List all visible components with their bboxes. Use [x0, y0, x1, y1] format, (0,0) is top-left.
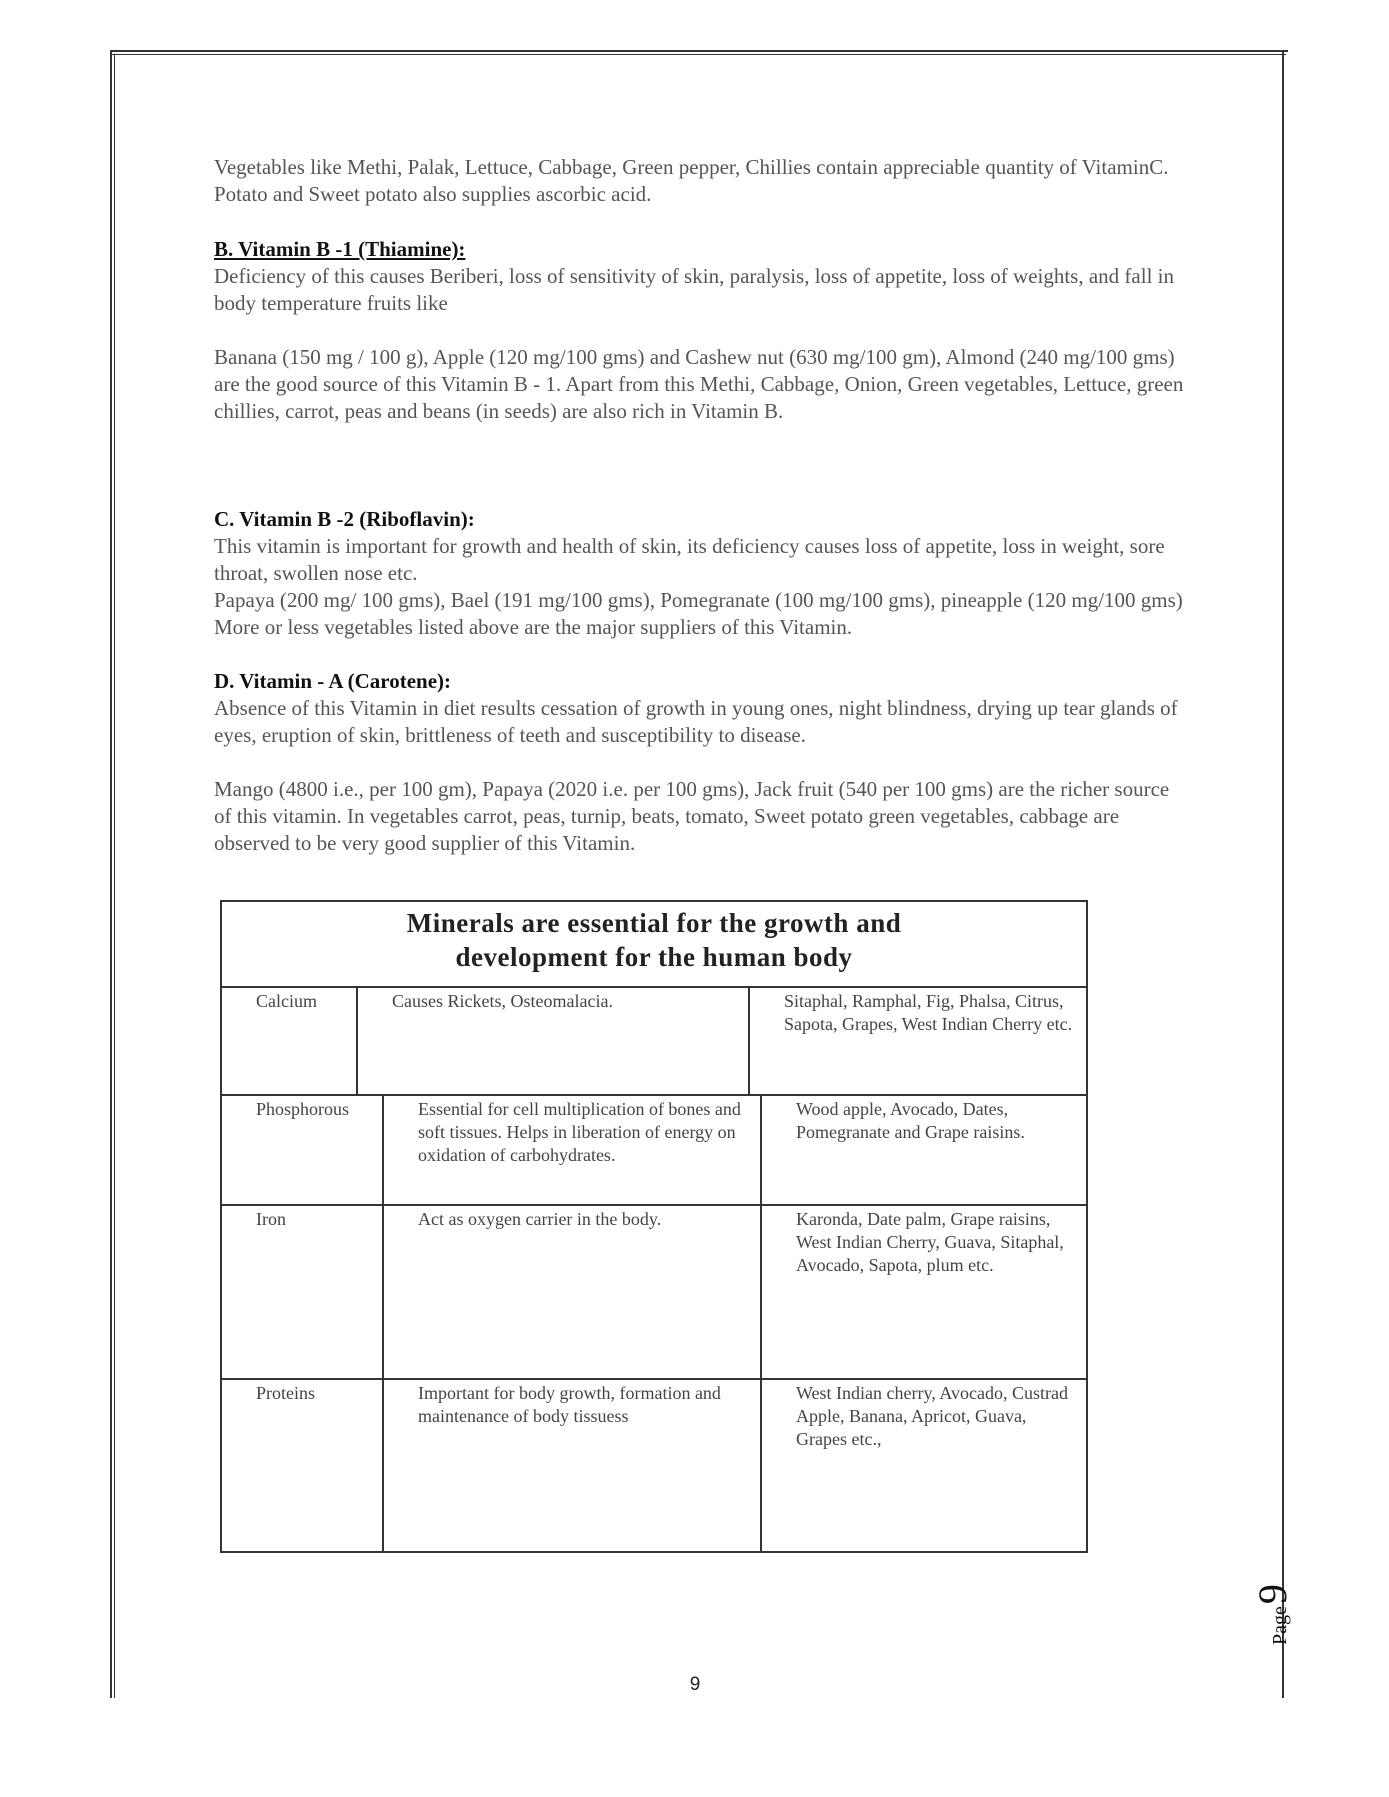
page-number: 9 [689, 1674, 701, 1695]
vitamin-a-sources: Mango (4800 i.e., per 100 gm), Papaya (2020 i.e. per 100 gms), Jack fruit (540 per 100 gms) are the richer source of this vitamin. In vegetables carrot, peas, turnip, beats, tomato, Sweet potato green vegetables, cabbage are observed to be very good supplier of this Vitamin. [214, 777, 1170, 855]
mineral-cell: Calcium [256, 991, 317, 1011]
vitamin-b1-sources: Banana (150 mg / 100 g), Apple (120 mg/100 gms) and Cashew nut (630 mg/100 gm), Almond (240 mg/100 gms) are the good source of this Vitamin B - 1. Apart from this Methi, Cabbage, Onion, Green vegetables, Lettuce, green chillies, carrot, peas and beans (in seeds) are also rich in Vitamin B. [214, 345, 1184, 423]
mineral-cell: Iron [256, 1209, 286, 1229]
minerals-table-title-line2: development for the human body [455, 942, 853, 972]
sources-cell: West Indian cherry, Avocado, Custrad Apple, Banana, Apricot, Guava, Grapes etc., [796, 1383, 1068, 1449]
minerals-table-title-line1: Minerals are essential for the growth and [406, 908, 902, 938]
vitamin-b1-heading: B. Vitamin B -1 (Thiamine): [214, 237, 466, 261]
column-divider [382, 1206, 384, 1378]
side-page-number: 9 [1250, 1584, 1295, 1605]
side-page-word: Page [1269, 1606, 1291, 1645]
page-border-left-inner [114, 54, 115, 1698]
vitamin-a-description: Absence of this Vitamin in diet results cessation of growth in young ones, night blindness, drying up tear glands of eyes, eruption of skin, brittleness of teeth and susceptibility to disease. [214, 696, 1178, 747]
vitamin-b2-heading: C. Vitamin B -2 (Riboflavin): [214, 507, 475, 531]
sources-cell: Karonda, Date palm, Grape raisins, West Indian Cherry, Guava, Sitaphal, Avocado, Sapota, plum etc. [796, 1209, 1064, 1275]
page-border-left [110, 50, 112, 1698]
role-cell: Causes Rickets, Osteomalacia. [392, 991, 613, 1011]
vitamin-a-heading: D. Vitamin - A (Carotene): [214, 669, 451, 693]
intro-paragraph: Vegetables like Methi, Palak, Lettuce, Cabbage, Green pepper, Chillies contain appreciable quantity of VitaminC. Potato and Sweet potato also supplies ascorbic acid. [214, 155, 1169, 206]
mineral-cell: Proteins [256, 1383, 316, 1403]
table-row [222, 988, 1086, 1096]
sources-cell: Wood apple, Avocado, Dates, Pomegranate and Grape raisins. [796, 1099, 1025, 1142]
role-cell: Essential for cell multiplication of bones and soft tissues. Helps in liberation of energy on oxidation of carbohydrates. [418, 1099, 741, 1165]
page-border-top-inner [112, 54, 1286, 55]
minerals-table-title [222, 902, 1086, 988]
role-cell: Important for body growth, formation and maintenance of body tissuess [418, 1383, 721, 1426]
mineral-cell: Phosphorous [256, 1099, 350, 1119]
table-row [222, 1096, 1086, 1206]
table-row [222, 1206, 1086, 1380]
page-border-right [1282, 50, 1284, 1698]
sources-cell: Sitaphal, Ramphal, Fig, Phalsa, Citrus, Sapota, Grapes, West Indian Cherry etc. [784, 991, 1073, 1034]
table-row [222, 1380, 1086, 1551]
side-page-label [1249, 1555, 1309, 1645]
vitamin-b2-sources: Papaya (200 mg/ 100 gms), Bael (191 mg/100 gms), Pomegranate (100 mg/100 gms), pineapple (120 mg/100 gms) More or less vegetables listed above are the major suppliers of this Vitamin. [214, 588, 1183, 639]
vitamin-b1-description: Deficiency of this causes Beriberi, loss of sensitivity of skin, paralysis, loss of appetite, loss of weights, and fall in body temperature fruits like [214, 264, 1174, 315]
page-border-top [110, 50, 1288, 52]
role-cell: Act as oxygen carrier in the body. [418, 1209, 662, 1229]
minerals-table [220, 900, 1088, 1553]
vitamin-b2-description: This vitamin is important for growth and health of skin, its deficiency causes loss of appetite, loss in weight, sore throat, swollen nose etc. [214, 534, 1165, 585]
